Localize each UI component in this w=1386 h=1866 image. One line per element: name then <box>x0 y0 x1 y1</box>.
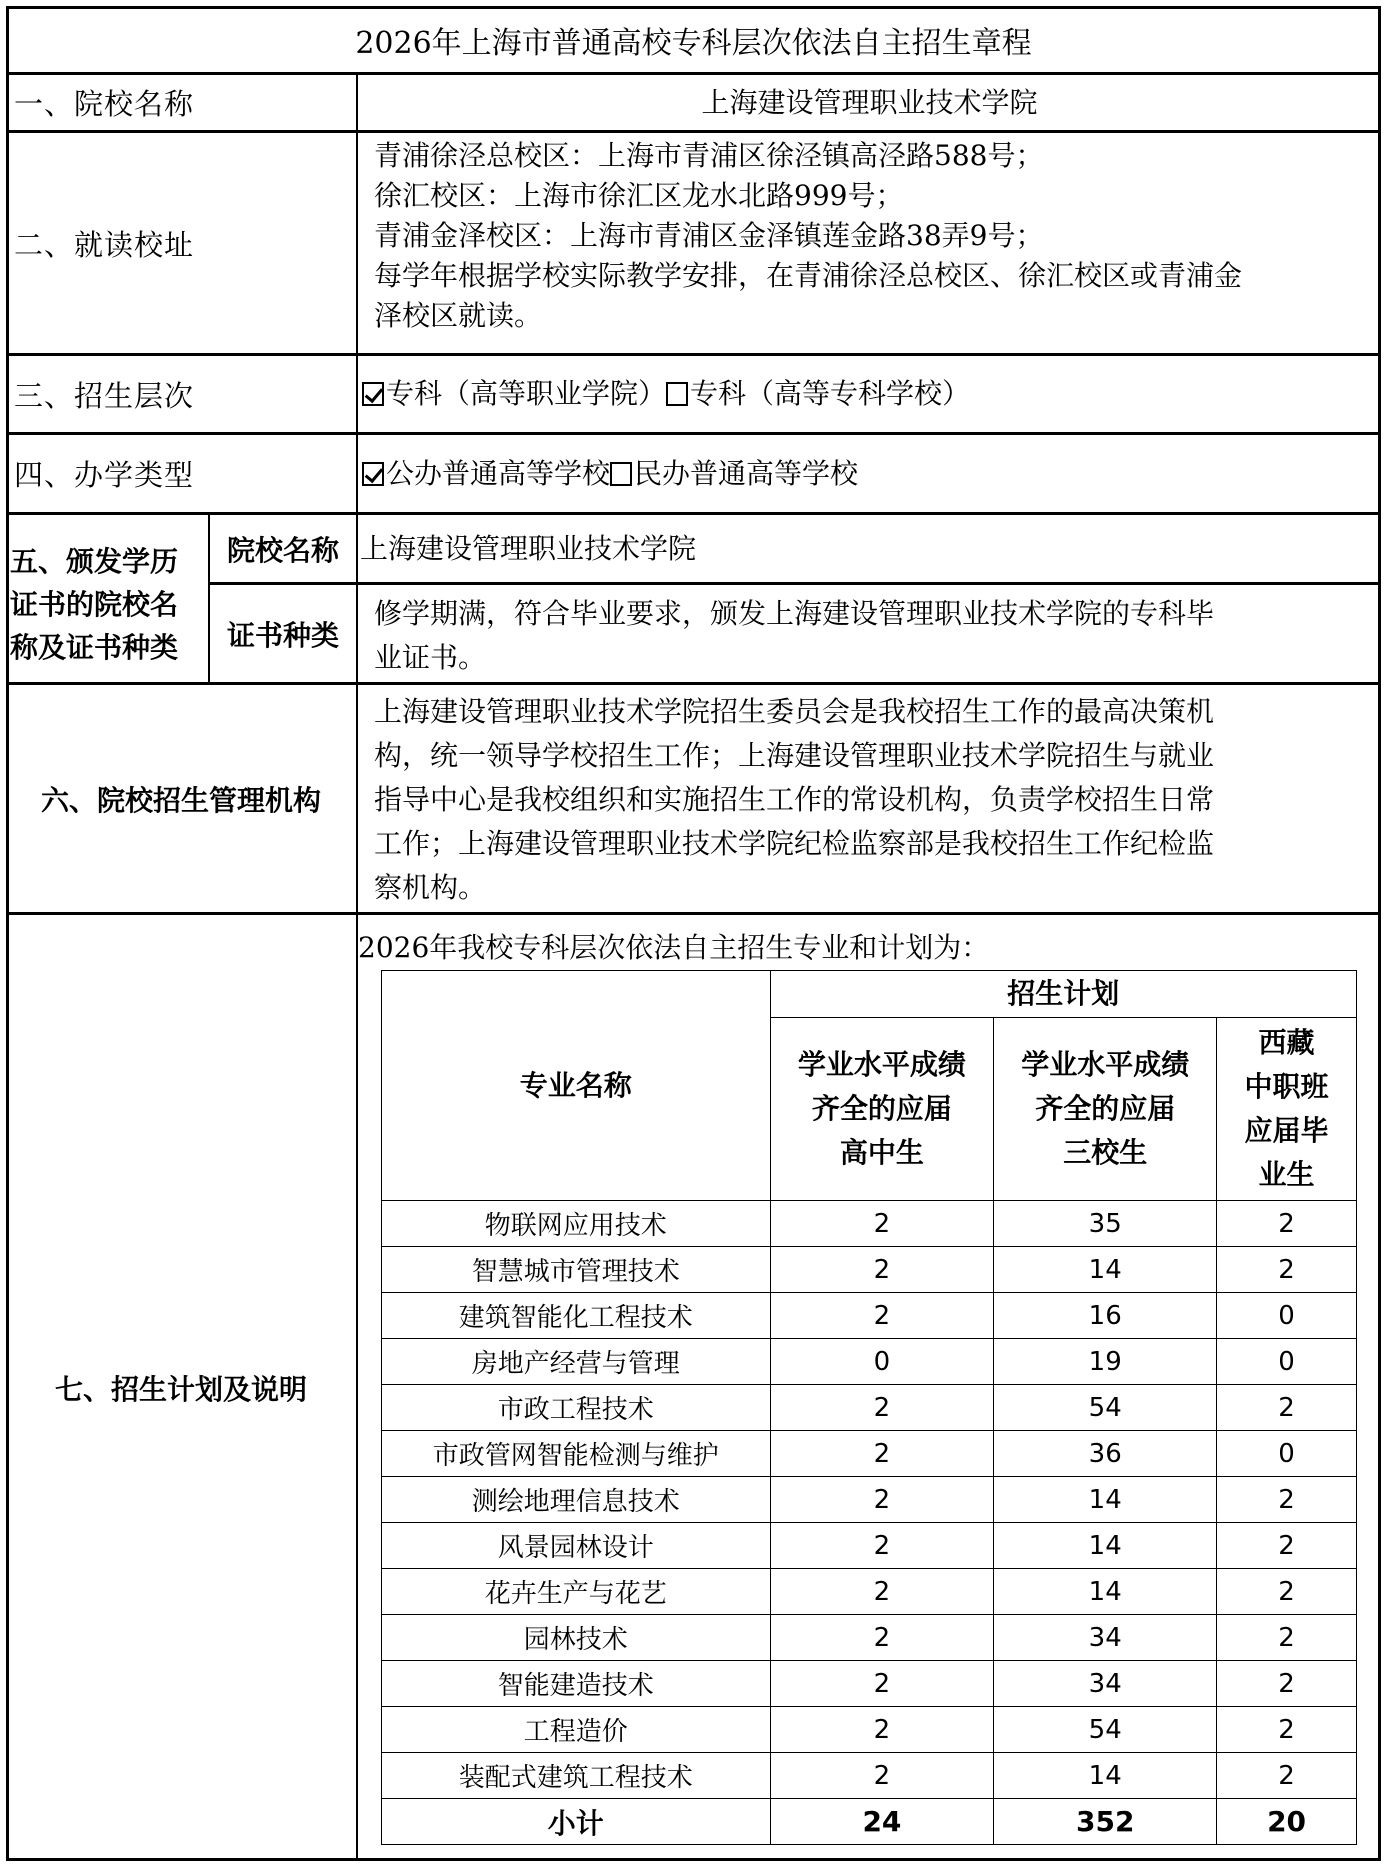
checkbox-empty-icon[interactable] <box>610 462 632 486</box>
major-name: 装配式建筑工程技术 <box>382 1753 771 1799</box>
count-highschool: 2 <box>770 1753 994 1799</box>
address-line: 青浦徐泾总校区：上海市青浦区徐泾镇高泾路588号； <box>374 139 1044 172</box>
table-row <box>382 1477 1357 1523</box>
subtotal-label: 小计 <box>382 1799 771 1845</box>
subtotal-tibet: 20 <box>1217 1799 1357 1845</box>
count-tibet: 2 <box>1217 1385 1357 1431</box>
table-header-row <box>382 971 1357 1018</box>
count-tibet: 2 <box>1217 1753 1357 1799</box>
column-header-tibet <box>1217 1018 1357 1201</box>
major-name: 测绘地理信息技术 <box>382 1477 771 1523</box>
table-row <box>382 1569 1357 1615</box>
count-highschool: 2 <box>770 1201 994 1247</box>
major-name: 市政管网智能检测与维护 <box>382 1431 771 1477</box>
major-name: 风景园林设计 <box>382 1523 771 1569</box>
page-title: 2026年上海市普通高校专科层次依法自主招生章程 <box>355 26 1032 61</box>
table-row <box>382 1523 1357 1569</box>
count-highschool: 0 <box>770 1339 994 1385</box>
text-line: 指导中心是我校组织和实施招生工作的常设机构，负责学校招生日常 <box>374 783 1215 816</box>
checkbox-empty-icon[interactable] <box>666 382 688 406</box>
text-line: 上海建设管理职业技术学院招生委员会是我校招生工作的最高决策机 <box>374 695 1215 728</box>
count-vocational: 14 <box>994 1477 1217 1523</box>
text-line: 察机构。 <box>374 871 487 904</box>
section-3-label: 三、招生层次 <box>14 378 195 413</box>
major-name: 房地产经营与管理 <box>382 1339 771 1385</box>
option-label: 公办普通高等学校 <box>386 456 611 490</box>
count-highschool: 2 <box>770 1569 994 1615</box>
subtotal-highschool: 24 <box>770 1799 994 1845</box>
column-group-header: 招生计划 <box>770 971 1356 1018</box>
count-highschool: 2 <box>770 1523 994 1569</box>
column-header-vocational <box>994 1018 1217 1201</box>
count-tibet: 2 <box>1217 1569 1357 1615</box>
issuing-school-name: 上海建设管理职业技术学院 <box>360 531 697 565</box>
address-line: 泽校区就读。 <box>374 299 543 332</box>
table-row <box>382 1753 1357 1799</box>
label-line: 称及证书种类 <box>10 631 179 664</box>
table-row <box>382 1615 1357 1661</box>
label-line: 证书的院校名 <box>10 588 179 621</box>
count-tibet: 0 <box>1217 1293 1357 1339</box>
section-2-label: 二、就读校址 <box>14 227 195 262</box>
certificate-type-label: 证书种类 <box>226 618 339 652</box>
checkbox-checked-icon[interactable] <box>362 382 384 406</box>
subtotal-vocational: 352 <box>994 1799 1217 1845</box>
table-row <box>382 1201 1357 1247</box>
count-vocational: 35 <box>994 1201 1217 1247</box>
count-highschool: 2 <box>770 1293 994 1339</box>
count-vocational: 14 <box>994 1523 1217 1569</box>
major-name: 智慧城市管理技术 <box>382 1247 771 1293</box>
table-row <box>382 1431 1357 1477</box>
address-line: 每学年根据学校实际教学安排，在青浦徐泾总校区、徐汇校区或青浦金 <box>374 259 1243 292</box>
count-vocational: 16 <box>994 1293 1217 1339</box>
label-line: 五、颁发学历 <box>10 545 179 578</box>
enrollment-level-options <box>362 356 1362 432</box>
major-name: 智能建造技术 <box>382 1661 771 1707</box>
count-vocational: 36 <box>994 1431 1217 1477</box>
major-name: 建筑智能化工程技术 <box>382 1293 771 1339</box>
header-line: 应届毕 <box>1244 1114 1329 1147</box>
option-label: 民办普通高等学校 <box>634 456 859 490</box>
header-line: 三校生 <box>1063 1136 1148 1169</box>
divider <box>208 582 1381 585</box>
count-tibet: 2 <box>1217 1247 1357 1293</box>
count-vocational: 54 <box>994 1707 1217 1753</box>
count-highschool: 2 <box>770 1615 994 1661</box>
table-row <box>382 1707 1357 1753</box>
count-highschool: 2 <box>770 1385 994 1431</box>
address-line: 青浦金泽校区：上海市青浦区金泽镇莲金路38弄9号； <box>374 219 1044 252</box>
major-name: 市政工程技术 <box>382 1385 771 1431</box>
count-tibet: 2 <box>1217 1615 1357 1661</box>
section-6-label: 六、院校招生管理机构 <box>40 783 321 817</box>
table-row <box>382 1339 1357 1385</box>
section-4-label: 四、办学类型 <box>14 458 195 492</box>
checkbox-checked-icon[interactable] <box>362 462 384 486</box>
admission-authority-text <box>374 690 1374 910</box>
count-tibet: 0 <box>1217 1431 1357 1477</box>
count-vocational: 14 <box>994 1753 1217 1799</box>
column-header-major: 专业名称 <box>382 971 771 1201</box>
table-row <box>382 1385 1357 1431</box>
count-tibet: 2 <box>1217 1707 1357 1753</box>
count-tibet: 2 <box>1217 1477 1357 1523</box>
certificate-type-value <box>374 592 1374 680</box>
header-line: 学业水平成绩 <box>797 1048 966 1081</box>
text-line: 构，统一领导学校招生工作；上海建设管理职业技术学院招生与就业 <box>374 739 1215 772</box>
count-highschool: 2 <box>770 1477 994 1523</box>
subtotal-row <box>382 1799 1357 1845</box>
campus-addresses <box>374 136 1374 336</box>
header-line: 西藏 <box>1258 1026 1315 1059</box>
major-name: 工程造价 <box>382 1707 771 1753</box>
option-label: 专科（高等职业学院） <box>386 377 667 410</box>
count-highschool: 2 <box>770 1431 994 1477</box>
header-line: 齐全的应届 <box>1035 1092 1176 1125</box>
header-line: 学业水平成绩 <box>1021 1048 1190 1081</box>
count-vocational: 34 <box>994 1661 1217 1707</box>
count-tibet: 0 <box>1217 1339 1357 1385</box>
count-vocational: 14 <box>994 1569 1217 1615</box>
count-highschool: 2 <box>770 1661 994 1707</box>
section-7-label: 七、招生计划及说明 <box>54 1373 307 1406</box>
column-header-highschool <box>770 1018 994 1201</box>
major-name: 物联网应用技术 <box>382 1201 771 1247</box>
count-tibet: 2 <box>1217 1661 1357 1707</box>
count-highschool: 2 <box>770 1247 994 1293</box>
plan-intro: 2026年我校专科层次依法自主招生专业和计划为： <box>358 931 990 964</box>
header-line: 齐全的应届 <box>811 1092 952 1125</box>
count-vocational: 14 <box>994 1247 1217 1293</box>
section-5-label <box>10 540 206 669</box>
header-line: 业生 <box>1258 1158 1315 1191</box>
enrollment-plan-table <box>381 970 1357 1845</box>
text-line: 工作；上海建设管理职业技术学院纪检监察部是我校招生工作纪检监 <box>374 827 1215 860</box>
count-vocational: 54 <box>994 1385 1217 1431</box>
table-row <box>382 1661 1357 1707</box>
issuing-school-label: 院校名称 <box>226 533 339 567</box>
section-1-label: 一、院校名称 <box>14 87 195 121</box>
count-tibet: 2 <box>1217 1201 1357 1247</box>
school-name: 上海建设管理职业技术学院 <box>701 85 1038 119</box>
count-vocational: 34 <box>994 1615 1217 1661</box>
header-line: 高中生 <box>839 1136 924 1169</box>
text-line: 修学期满，符合毕业要求，颁发上海建设管理职业技术学院的专科毕 <box>374 597 1215 630</box>
school-type-options <box>362 435 1362 512</box>
table-row <box>382 1247 1357 1293</box>
option-label: 专科（高等专科学校） <box>690 377 971 410</box>
table-row <box>382 1293 1357 1339</box>
count-tibet: 2 <box>1217 1523 1357 1569</box>
header-line: 中职班 <box>1244 1070 1329 1103</box>
major-name: 园林技术 <box>382 1615 771 1661</box>
address-line: 徐汇校区：上海市徐汇区龙水北路999号； <box>374 179 904 212</box>
count-vocational: 19 <box>994 1339 1217 1385</box>
major-name: 花卉生产与花艺 <box>382 1569 771 1615</box>
count-highschool: 2 <box>770 1707 994 1753</box>
text-line: 业证书。 <box>374 641 487 674</box>
